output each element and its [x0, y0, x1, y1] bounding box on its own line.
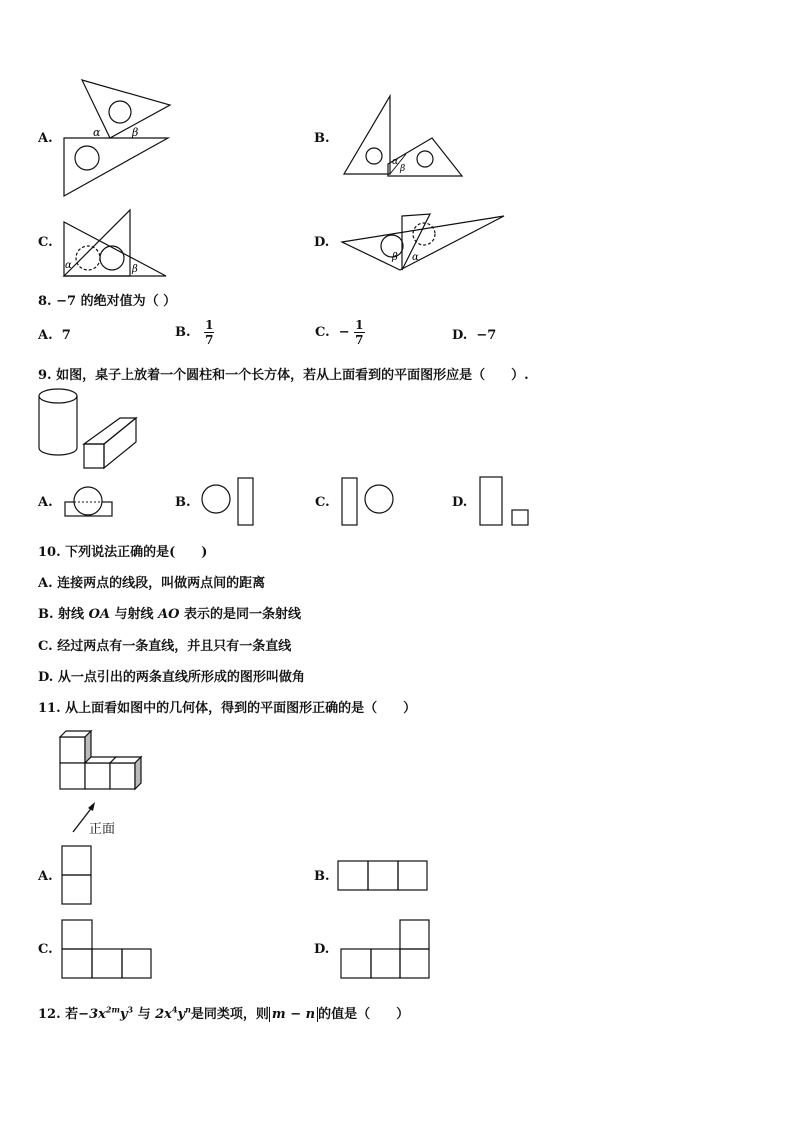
q11-option-b-label[interactable]: B.	[314, 869, 330, 884]
fraction: $\frac{1}{7}$	[205, 318, 214, 347]
q7c-beta: β	[132, 264, 138, 275]
fraction: $\frac{1}{7}$	[355, 318, 364, 347]
q7d-beta: β	[392, 252, 398, 263]
q9-cylinder-cuboid-figure	[36, 386, 140, 472]
q7-option-a-figure	[60, 80, 175, 200]
q10-option-d[interactable]: D. 从一点引出的两条直线所形成的图形叫做角	[38, 670, 305, 685]
q9-option-a-figure	[62, 484, 116, 520]
q9-option-b-figure	[198, 476, 258, 528]
q8-stem: 8. −7 的绝对值为（ ）	[38, 294, 177, 309]
q7-option-b-figure	[340, 94, 465, 180]
absolute-value: m − n	[269, 1007, 318, 1022]
q9-stem: 9. 如图，桌子上放着一个圆柱和一个长方体，若从上面看到的平面图形应是（ ）.	[38, 368, 529, 383]
q9-option-a-label[interactable]: A.	[38, 495, 53, 510]
q7-option-a-label[interactable]: A.	[38, 131, 53, 146]
q9-option-c-figure	[338, 476, 398, 528]
q10-option-c[interactable]: C. 经过两点有一条直线，并且只有一条直线	[38, 639, 292, 654]
q8-option-c[interactable]: C. − $\frac{1}{7}$	[315, 318, 364, 347]
q10-option-b[interactable]: B. 射线 OA 与射线 AO 表示的是同一条射线	[38, 607, 302, 622]
q7b-alpha: α	[392, 157, 399, 167]
q7c-alpha: α	[65, 260, 72, 271]
q10-option-a[interactable]: A. 连接两点的线段，叫做两点间的距离	[38, 576, 266, 591]
q9-option-d-figure	[476, 474, 534, 528]
q7-option-c-label[interactable]: C.	[38, 235, 53, 250]
q7a-alpha: α	[93, 126, 101, 139]
q7b-beta: β	[400, 164, 406, 174]
q9-option-d-label[interactable]: D.	[452, 495, 468, 510]
q11-option-b-figure	[336, 859, 430, 893]
q7a-beta: β	[132, 126, 139, 139]
q11-option-d-label[interactable]: D.	[314, 942, 330, 957]
q12-stem: 12. 若$-3x^{2m}y^3$ 与 $2x^4y^n$是同类项，则 m − n 的值是（ ）	[38, 1004, 410, 1022]
q7d-alpha: α	[412, 252, 419, 263]
q7-option-d-label[interactable]: D.	[314, 235, 330, 250]
q11-option-a-label[interactable]: A.	[38, 869, 53, 884]
q9-option-b-label[interactable]: B.	[175, 495, 191, 510]
q9-option-c-label[interactable]: C.	[315, 495, 330, 510]
q8-option-d[interactable]: D. −7	[452, 328, 497, 343]
q11-stem: 11. 从上面看如图中的几何体，得到的平面图形正确的是（ ）	[38, 701, 417, 716]
q11-option-c-figure	[60, 918, 154, 980]
q11-option-d-figure	[339, 918, 433, 980]
front-view-label: 正面	[89, 822, 116, 837]
q8-option-a[interactable]: A. 7	[38, 328, 71, 343]
q11-option-c-label[interactable]: C.	[38, 942, 53, 957]
q10-stem: 10. 下列说法正确的是( )	[38, 545, 208, 560]
q8-option-b[interactable]: B. $\frac{1}{7}$	[175, 318, 214, 347]
q11-option-a-figure	[60, 844, 94, 906]
q7-option-c-figure	[60, 208, 170, 280]
q7-option-b-label[interactable]: B.	[314, 131, 330, 146]
q7-option-d-figure	[340, 212, 508, 274]
